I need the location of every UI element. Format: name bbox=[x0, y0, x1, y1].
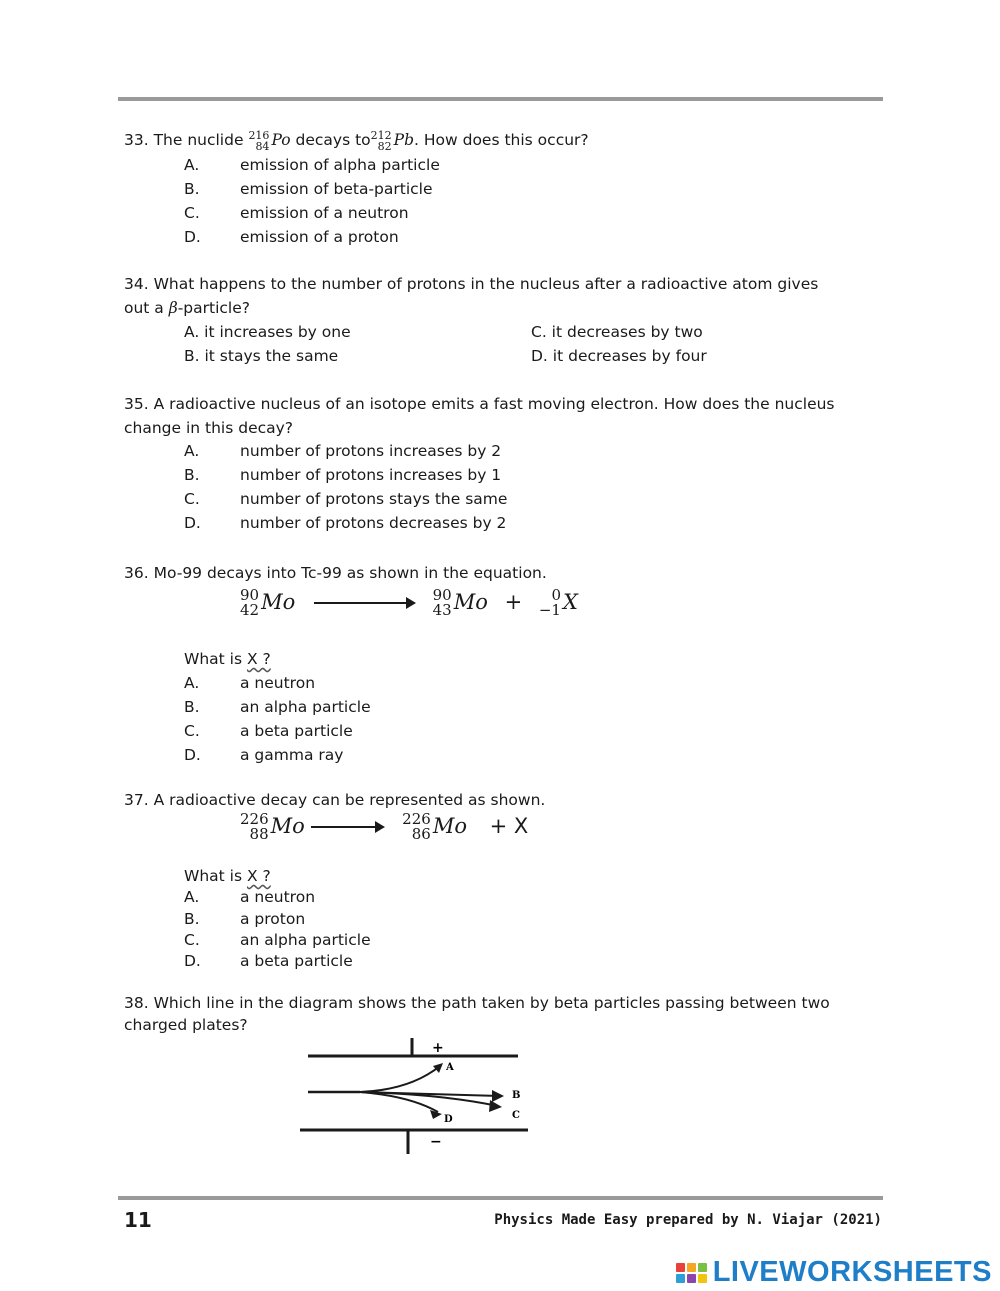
q36-option-c[interactable]: C. a beta particle bbox=[184, 722, 353, 740]
q37-arrow bbox=[311, 826, 383, 828]
q36-option-a[interactable]: A. a neutron bbox=[184, 674, 316, 692]
q35-option-c[interactable]: C. number of protons stays the same bbox=[184, 490, 508, 508]
q34-option-b[interactable]: B. it stays the same bbox=[184, 347, 339, 365]
liveworksheets-brand[interactable] bbox=[676, 1256, 992, 1289]
footer-credit: Physics Made Easy prepared by N. Viajar (2021) bbox=[494, 1212, 882, 1228]
question-34-stem: 34. What happens to the number of protons in the nucleus after a radioactive atom gives out a β-particle? bbox=[124, 275, 819, 317]
question-38-stem: 38. Which line in the diagram shows the path taken by beta particles passing between two charged plates? bbox=[124, 994, 830, 1034]
q35-option-a[interactable]: A. number of protons increases by 2 bbox=[184, 442, 502, 460]
question-36-stem: 36. Mo-99 decays into Tc-99 as shown in the equation. bbox=[124, 564, 547, 582]
q37-decay-equation: 226 88 Mo 226 86 Mo + X bbox=[240, 810, 529, 843]
q36-prompt: What is X ? bbox=[184, 650, 271, 668]
question-35-stem: 35. A radioactive nucleus of an isotope emits a fast moving electron. How does the nucleus change in this decay? bbox=[124, 395, 835, 437]
q34-option-c[interactable]: C. it decreases by two bbox=[531, 323, 703, 341]
q37-option-b[interactable]: B. a proton bbox=[184, 910, 306, 928]
q33-option-c[interactable]: C. emission of a neutron bbox=[184, 204, 409, 222]
liveworksheets-wordmark: LIVEWORKSHEETS bbox=[712, 1256, 992, 1288]
q37-option-d[interactable]: D. a beta particle bbox=[184, 952, 353, 970]
label-c: C bbox=[512, 1110, 520, 1121]
question-37-stem: 37. A radioactive decay can be represented as shown. bbox=[124, 791, 546, 809]
q34-option-a[interactable]: A. it increases by one bbox=[184, 323, 351, 341]
q36-option-b[interactable]: B. an alpha particle bbox=[184, 698, 371, 716]
q35-option-b[interactable]: B. number of protons increases by 1 bbox=[184, 466, 502, 484]
q36-option-d[interactable]: D. a gamma ray bbox=[184, 746, 344, 764]
liveworksheets-logo-icon bbox=[676, 1263, 707, 1283]
q36-arrow bbox=[314, 602, 414, 604]
label-b: B bbox=[512, 1090, 521, 1101]
q37-option-c[interactable]: C. an alpha particle bbox=[184, 931, 371, 949]
label-a: A bbox=[446, 1062, 454, 1073]
minus-label: − bbox=[430, 1134, 442, 1150]
nuclide-pb: 212 82 Pb bbox=[370, 129, 415, 153]
label-d: D bbox=[444, 1114, 453, 1125]
plus-label: + bbox=[432, 1040, 444, 1056]
q37-prompt: What is X ? bbox=[184, 867, 271, 885]
question-33-stem: 33. The nuclide 216 84 Po decays to 212 82 Pb. How does this occur? bbox=[124, 129, 589, 153]
charged-plates-diagram bbox=[300, 1032, 540, 1162]
path-a bbox=[360, 1066, 440, 1092]
q36-decay-equation: 90 42 Mo 90 43 Mo + 0 −1 X bbox=[240, 586, 578, 619]
q33-option-b[interactable]: B. emission of beta-particle bbox=[184, 180, 433, 198]
q35-option-d[interactable]: D. number of protons decreases by 2 bbox=[184, 514, 507, 532]
header-rule bbox=[118, 97, 883, 101]
q33-option-d[interactable]: D. emission of a proton bbox=[184, 228, 399, 246]
page-number: 11 bbox=[124, 1208, 152, 1232]
footer-rule bbox=[118, 1196, 883, 1200]
q34-option-d[interactable]: D. it decreases by four bbox=[531, 347, 707, 365]
q33-option-a[interactable]: A. emission of alpha particle bbox=[184, 156, 440, 174]
nuclide-po: 216 84 Po bbox=[248, 129, 291, 153]
q37-option-a[interactable]: A. a neutron bbox=[184, 888, 316, 906]
